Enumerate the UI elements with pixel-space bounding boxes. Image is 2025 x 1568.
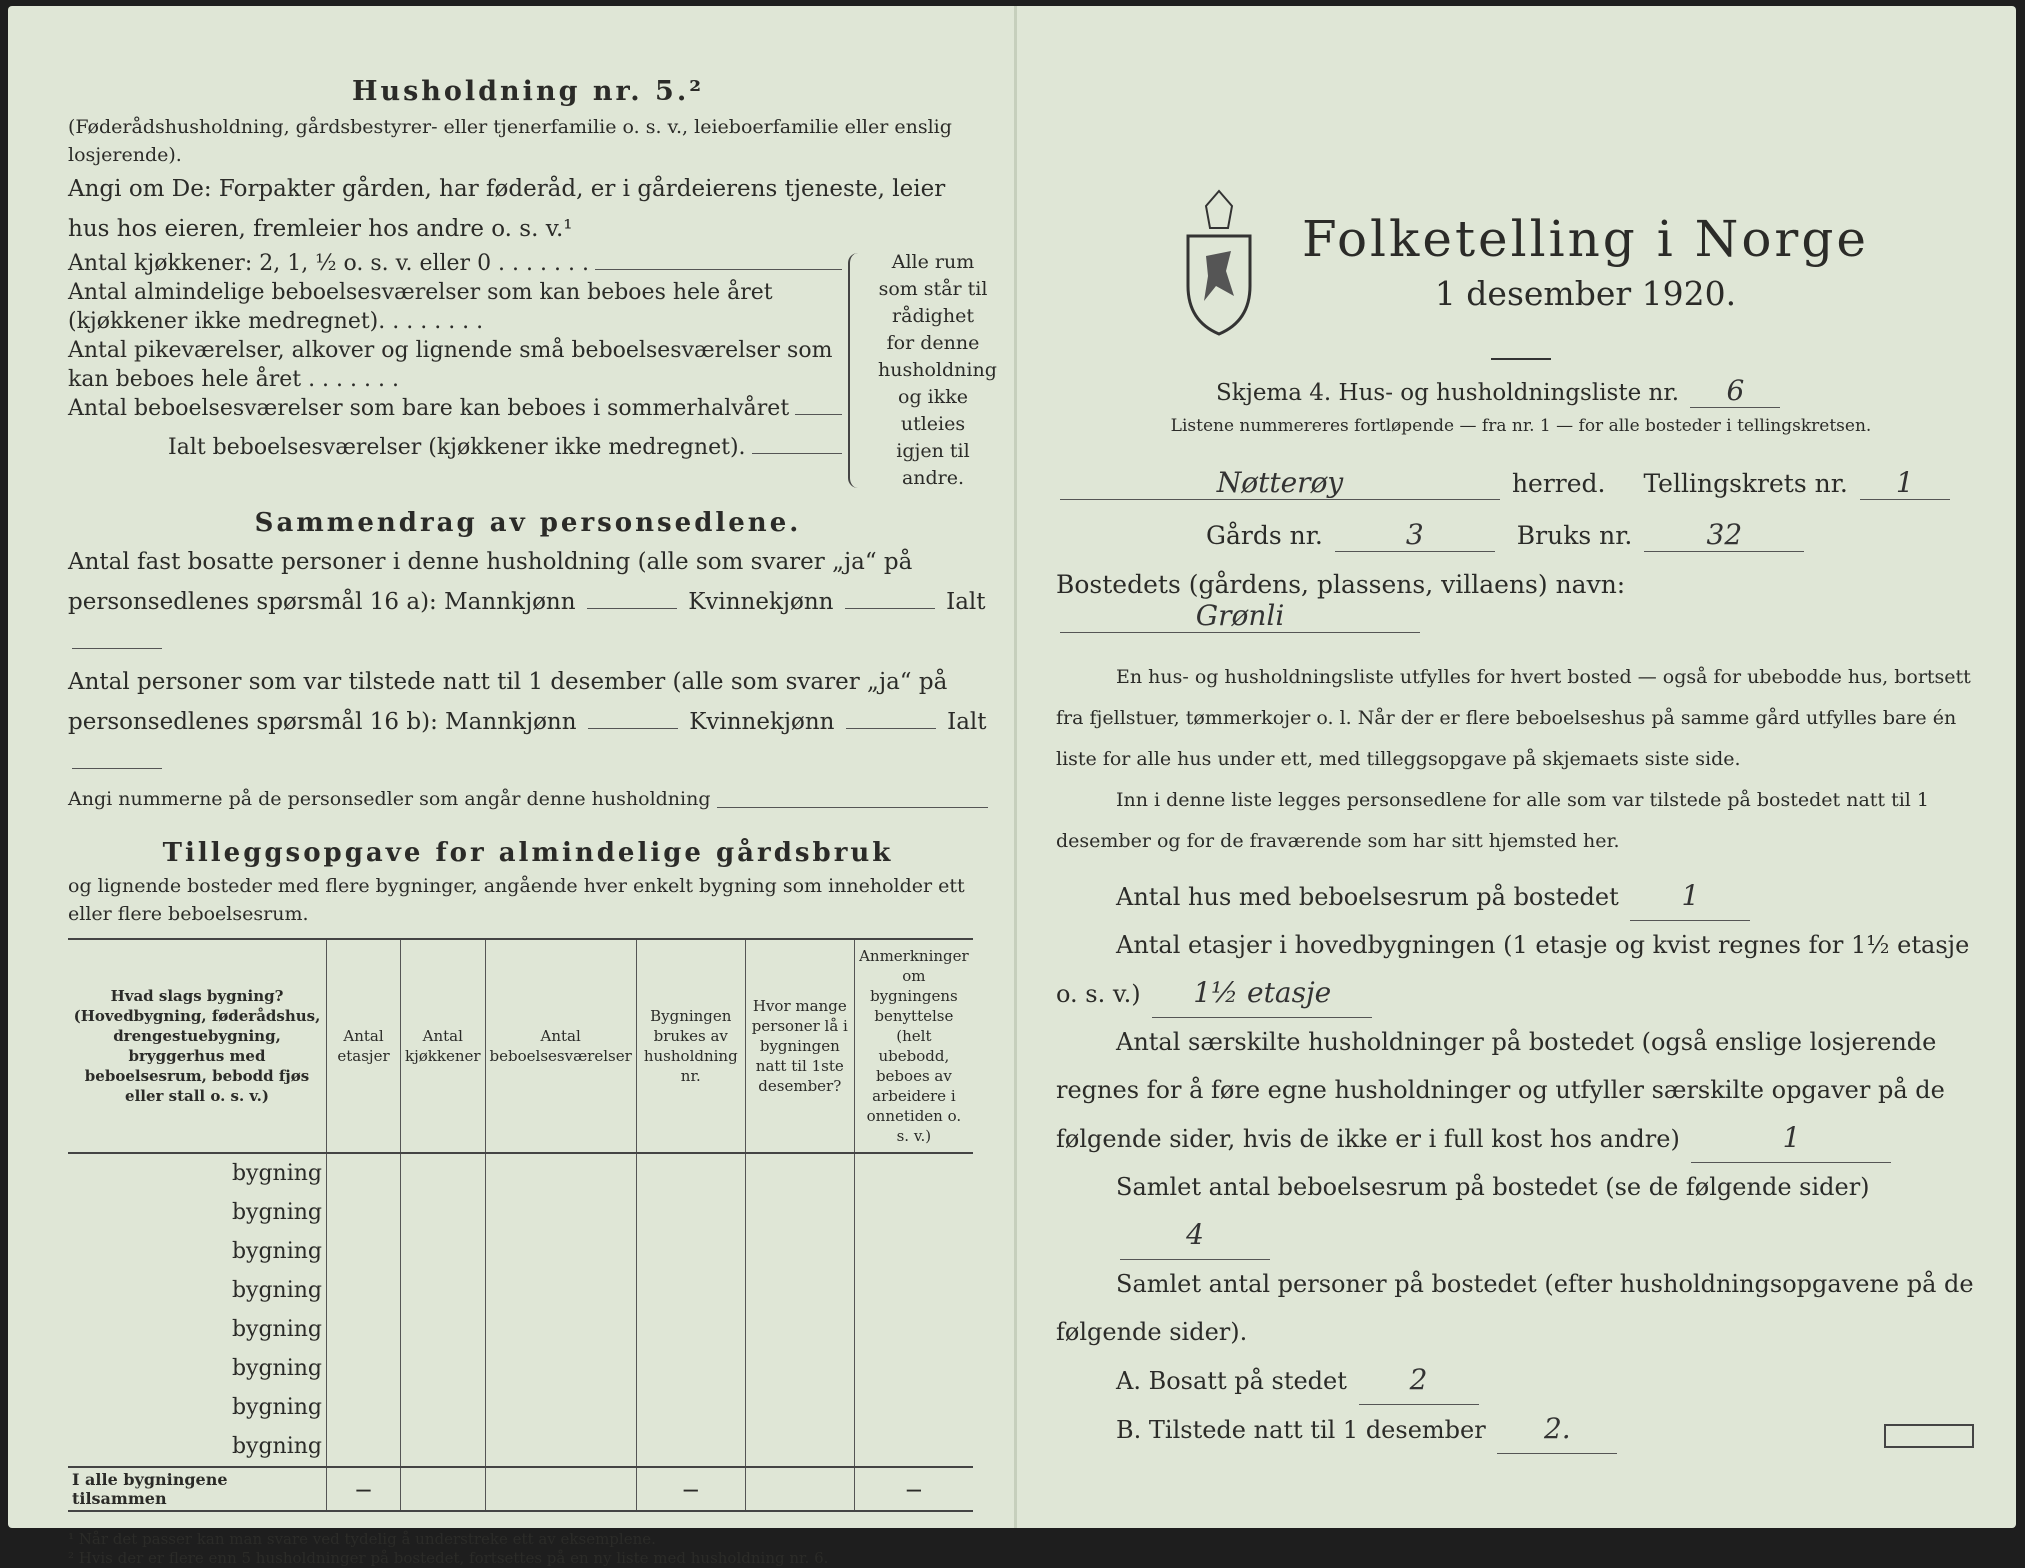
bruks-field[interactable]: 32 <box>1644 518 1804 552</box>
building-label: bygning <box>231 1278 322 1303</box>
table-cell[interactable] <box>745 1388 854 1427</box>
b-field[interactable]: 2. <box>1497 1405 1617 1454</box>
table-cell[interactable] <box>636 1310 745 1349</box>
ialt-field[interactable] <box>72 768 162 769</box>
herred-row <box>1056 466 1986 500</box>
kvinnekjonn-field[interactable] <box>845 608 935 609</box>
household-note: (Føderådshusholdning, gårdsbestyrer- eller tjenerfamilie o. s. v., leieboerfamilie eller enslig losjerende). <box>68 116 952 166</box>
col-beboelsesvaerelser: Antal beboelsesværelser <box>485 939 636 1153</box>
census-form-sheet <box>8 6 2016 1567</box>
supplement-note: og lignende bosteder med flere bygninger, angående hver enkelt bygning som inneholder ett eller flere beboelsesrum. <box>68 875 965 925</box>
rooms-total-label: Ialt beboelsesværelser (kjøkkener ikke medregnet). <box>168 435 746 460</box>
table-cell[interactable] <box>327 1427 401 1467</box>
table-row <box>68 1232 973 1271</box>
table-cell[interactable] <box>745 1193 854 1232</box>
table-cell[interactable] <box>401 1427 486 1467</box>
table-cell[interactable] <box>745 1271 854 1310</box>
form-title: Folketelling i Norge <box>1302 209 1869 268</box>
building-label: bygning <box>231 1434 322 1459</box>
personer-row <box>1056 1260 1986 1356</box>
building-label: bygning <box>231 1200 322 1225</box>
schema-row <box>1056 374 1986 408</box>
table-cell[interactable] <box>854 1310 973 1349</box>
a-field[interactable]: 2 <box>1359 1356 1479 1405</box>
a-label: A. Bosatt på stedet <box>1116 1367 1347 1395</box>
summary-p1-text: Antal fast bosatte personer i denne husholdning (alle som svarer „ja“ på personsedlenes spørsmål 16 a): Mannkjønn <box>68 549 913 615</box>
table-cell[interactable] <box>401 1232 486 1271</box>
table-row <box>68 1427 973 1467</box>
rooms-label: Antal almindelige beboelsesværelser som kan beboes hele året (kjøkkener ikke medregnet). . . . . . . . <box>68 280 773 334</box>
table-cell[interactable] <box>745 1349 854 1388</box>
supplement-title: Tilleggsopgave for almindelige gårdsbruk <box>162 838 894 868</box>
gards-label: Gårds nr. <box>1206 521 1323 550</box>
table-cell[interactable] <box>485 1193 636 1232</box>
kvinne-label: Kvinnekjønn <box>689 709 835 735</box>
summary-para-2 <box>68 662 988 782</box>
gards-row <box>1056 518 1986 552</box>
table-cell[interactable] <box>401 1310 486 1349</box>
total-label: I alle bygningene tilsammen <box>68 1467 327 1511</box>
table-cell[interactable] <box>854 1271 973 1310</box>
table-row <box>68 1349 973 1388</box>
rooms-row <box>68 394 842 423</box>
table-cell[interactable] <box>401 1349 486 1388</box>
total-cell <box>401 1467 486 1511</box>
table-cell[interactable] <box>485 1388 636 1427</box>
table-cell[interactable] <box>401 1153 486 1193</box>
table-total-row <box>68 1467 973 1511</box>
page-fold <box>1014 6 1017 1528</box>
table-cell[interactable] <box>327 1232 401 1271</box>
table-cell[interactable] <box>745 1153 854 1193</box>
household-title: Husholdning nr. 5.² <box>351 76 705 107</box>
form-date: 1 desember 1920. <box>1434 273 1737 313</box>
schema-label: Skjema 4. Hus- og husholdningsliste nr. <box>1216 380 1680 406</box>
table-cell[interactable] <box>401 1193 486 1232</box>
total-cell <box>745 1467 854 1511</box>
ialt-label: Ialt <box>946 589 986 615</box>
bosted-label: Bostedets (gårdens, plassens, villaens) navn: <box>1056 570 1626 599</box>
building-label: bygning <box>231 1161 322 1186</box>
bruks-label: Bruks nr. <box>1516 521 1633 550</box>
table-cell[interactable] <box>327 1310 401 1349</box>
table-cell[interactable] <box>636 1271 745 1310</box>
rum-row <box>1056 1163 1986 1260</box>
b-row <box>1056 1405 1986 1454</box>
table-cell[interactable] <box>485 1349 636 1388</box>
rooms-label: Antal beboelsesværelser som bare kan beboes i sommerhalvåret <box>68 396 790 421</box>
numbers-row <box>68 782 988 816</box>
herred-field[interactable]: Nøtterøy <box>1060 466 1500 500</box>
footnote-2: ² Hvis der er flere enn 5 husholdninger på bostedet, fortsettes på en ny liste med husholdning nr. 6. <box>68 1549 829 1567</box>
table-cell[interactable] <box>636 1232 745 1271</box>
table-cell[interactable] <box>401 1388 486 1427</box>
col-building-type: Hvad slags bygning? (Hovedbygning, føderådshus, drengestuebygning, bryggerhus med beboelsesrum, bebodd fjøs eller stall o. s. v.) <box>68 939 327 1153</box>
footnote-1: ¹ Når det passer kan man svare ved tydelig å understreke ett av eksemplene. <box>68 1530 656 1548</box>
husholdninger-field[interactable]: 1 <box>1691 1114 1891 1163</box>
husholdninger-label: Antal særskilte husholdninger på bostedet (også enslige losjerende regnes for å føre egne husholdninger og utfyller særskilte opgaver på de følgende sider, hvis de ikke er i full kost hos andre) <box>1056 1028 1945 1153</box>
table-cell[interactable] <box>745 1232 854 1271</box>
brace-note: Alle rum som står til rådighet for denne husholdning og ikke utleies igjen til andre. <box>878 251 997 489</box>
a-row <box>1056 1356 1986 1405</box>
etasjer-row <box>1056 921 1986 1018</box>
rooms-total-row <box>68 433 842 462</box>
table-cell[interactable] <box>636 1349 745 1388</box>
col-anmerkninger: Anmerkninger om bygningens benyttelse (helt ubebodd, beboes av arbeidere i onnetiden o. s. v.) <box>854 939 973 1153</box>
rum-label: Samlet antal beboelsesrum på bostedet (se de følgende sider) <box>1116 1173 1870 1201</box>
building-label: bygning <box>231 1395 322 1420</box>
table-cell[interactable] <box>636 1153 745 1193</box>
bosted-row <box>1056 570 1986 633</box>
table-cell[interactable] <box>854 1153 973 1193</box>
brace-glyph <box>848 253 868 488</box>
total-cell: — <box>854 1467 973 1511</box>
answer-line[interactable] <box>752 453 842 454</box>
table-row <box>68 1271 973 1310</box>
hus-label: Antal hus med beboelsesrum på bostedet <box>1116 883 1619 911</box>
gards-field[interactable]: 3 <box>1335 518 1495 552</box>
table-header-row <box>68 939 973 1153</box>
rooms-label: Antal kjøkkener: 2, 1, ½ o. s. v. eller 0 . . . . . . . <box>68 251 589 276</box>
ialt-field[interactable] <box>72 648 162 649</box>
building-label: bygning <box>231 1356 322 1381</box>
table-cell[interactable] <box>745 1310 854 1349</box>
table-cell[interactable] <box>636 1388 745 1427</box>
instructions-1: En hus- og husholdningsliste utfylles for hvert bosted — også for ubebodde hus, bortsett fra fjellstuer, tømmerkojer o. l. Når der er flere beboelseshus på samme gård utfylles bare én liste for alle hus under ett, med tilleggsopgave på skjemaets siste side. <box>1056 666 1971 770</box>
answer-line[interactable] <box>795 414 842 415</box>
etasjer-field[interactable]: 1½ etasje <box>1152 969 1372 1018</box>
schema-number-field[interactable]: 6 <box>1690 374 1780 408</box>
printer-stamp <box>1884 1424 1974 1448</box>
mannkjonn-field[interactable] <box>587 608 677 609</box>
total-cell <box>485 1467 636 1511</box>
table-cell[interactable] <box>636 1427 745 1467</box>
kvinne-label: Kvinnekjønn <box>688 589 834 615</box>
table-cell[interactable] <box>636 1193 745 1232</box>
numbering-note: Listene nummereres fortløpende — fra nr. 1 — for alle bosteder i tellingskretsen. <box>1170 416 1872 436</box>
building-label: bygning <box>231 1239 322 1264</box>
b-label: B. Tilstede natt til 1 desember <box>1116 1416 1486 1444</box>
table-cell[interactable] <box>485 1271 636 1310</box>
answer-line[interactable] <box>595 269 842 270</box>
bosted-field[interactable]: Grønli <box>1060 599 1420 633</box>
table-cell[interactable] <box>327 1153 401 1193</box>
table-cell[interactable] <box>854 1427 973 1467</box>
footnotes <box>68 1530 988 1568</box>
rooms-row <box>68 249 842 278</box>
table-cell[interactable] <box>485 1310 636 1349</box>
krets-label: Tellingskrets nr. <box>1643 469 1848 498</box>
table-cell[interactable] <box>327 1271 401 1310</box>
total-cell: — <box>636 1467 745 1511</box>
summary-title: Sammendrag av personsedlene. <box>254 508 802 538</box>
table-cell[interactable] <box>327 1388 401 1427</box>
table-cell[interactable] <box>854 1388 973 1427</box>
ialt-label: Ialt <box>947 709 987 735</box>
coat-of-arms-icon <box>1176 186 1262 336</box>
rooms-row <box>68 336 842 394</box>
hus-row <box>1056 872 1986 921</box>
household-question: Angi om De: Forpakter gården, har føderåd, er i gårdeierens tjeneste, leier hus hos eieren, fremleier hos andre o. s. v.¹ <box>68 176 946 242</box>
col-kjokkener: Antal kjøkkener <box>401 939 486 1153</box>
kvinnekjonn-field[interactable] <box>846 728 936 729</box>
summary-para-1 <box>68 542 988 662</box>
table-cell[interactable] <box>485 1153 636 1193</box>
table-cell[interactable] <box>327 1349 401 1388</box>
answers-block <box>1056 872 1986 1454</box>
instructions-2: Inn i denne liste legges personsedlene for alle som var tilstede på bostedet natt til 1 desember og for de fraværende som har sitt hjemsted her. <box>1056 789 1930 852</box>
col-etasjer: Antal etasjer <box>327 939 401 1153</box>
mannkjonn-field[interactable] <box>588 728 678 729</box>
household-question-row <box>68 169 988 249</box>
divider <box>1491 358 1551 360</box>
table-row <box>68 1153 973 1193</box>
right-page <box>1056 186 1986 1454</box>
table-cell[interactable] <box>745 1427 854 1467</box>
hus-field[interactable]: 1 <box>1630 872 1750 921</box>
table-cell[interactable] <box>485 1232 636 1271</box>
rooms-label: Antal pikeværelser, alkover og lignende små beboelsesværelser som kan beboes hele året . . . . . . . <box>68 338 833 392</box>
total-cell: — <box>327 1467 401 1511</box>
table-cell[interactable] <box>485 1427 636 1467</box>
personer-label: Samlet antal personer på bostedet (efter husholdningsopgavene på de følgende sider). <box>1056 1270 1974 1346</box>
answer-line[interactable] <box>717 807 988 808</box>
rooms-row <box>68 278 842 336</box>
table-cell[interactable] <box>854 1232 973 1271</box>
col-husholdning-nr: Bygningen brukes av husholdning nr. <box>636 939 745 1153</box>
table-row <box>68 1310 973 1349</box>
table-cell[interactable] <box>854 1349 973 1388</box>
building-label: bygning <box>231 1317 322 1342</box>
table-cell[interactable] <box>854 1193 973 1232</box>
table-cell[interactable] <box>327 1193 401 1232</box>
rooms-block <box>68 249 997 492</box>
table-cell[interactable] <box>401 1271 486 1310</box>
title-block <box>1056 186 1986 336</box>
buildings-table <box>68 938 973 1512</box>
krets-field[interactable]: 1 <box>1860 466 1950 500</box>
herred-label: herred. <box>1511 469 1606 498</box>
husholdninger-row <box>1056 1018 1986 1163</box>
table-row <box>68 1193 973 1232</box>
numbers-label: Angi nummerne på de personsedler som angår denne husholdning <box>68 788 711 810</box>
table-row <box>68 1388 973 1427</box>
left-page <box>68 76 997 1568</box>
etasjer-label: Antal etasjer i hovedbygningen (1 etasje og kvist regnes for 1½ etasje o. s. v.) <box>1056 931 1970 1008</box>
summary-p2-text: Antal personer som var tilstede natt til 1 desember (alle som svarer „ja“ på personsedlenes spørsmål 16 b): Mannkjønn <box>68 669 948 735</box>
rum-field[interactable]: 4 <box>1120 1211 1270 1260</box>
buildings-table-body <box>68 1153 973 1467</box>
col-personer: Hvor mange personer lå i bygningen natt til 1ste desember? <box>745 939 854 1153</box>
